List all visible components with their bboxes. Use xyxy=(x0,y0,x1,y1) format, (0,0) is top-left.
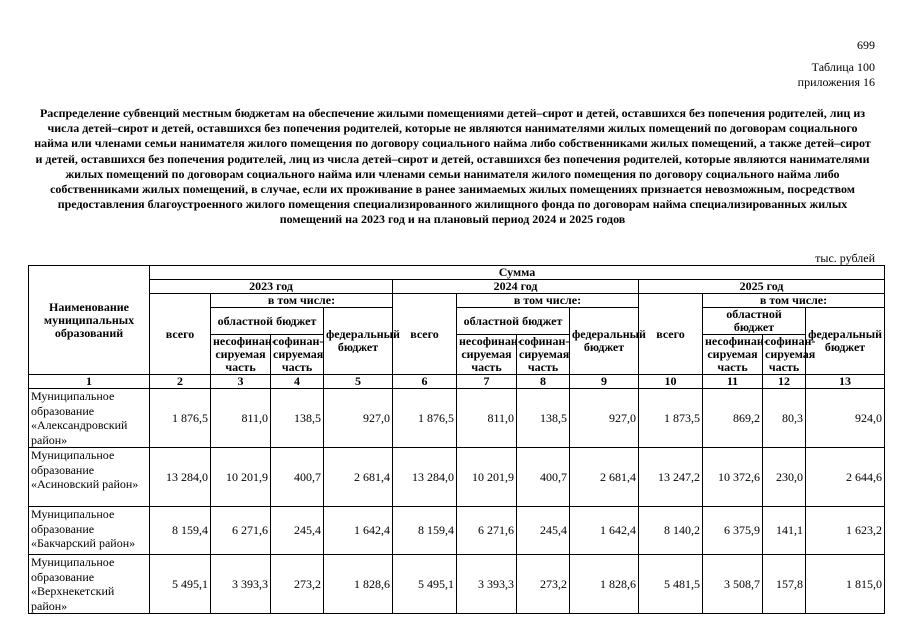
cell-value: 230,0 xyxy=(763,448,806,507)
cell-value: 8 159,4 xyxy=(393,507,457,555)
table-ref-line2: приложения 16 xyxy=(797,75,875,89)
cell-value: 3 508,7 xyxy=(703,555,763,614)
cell-value: 5 481,5 xyxy=(639,555,703,614)
column-number: 5 xyxy=(324,375,393,389)
cell-value: 1 642,4 xyxy=(324,507,393,555)
cell-value: 924,0 xyxy=(806,389,885,448)
cell-value: 10 201,9 xyxy=(211,448,271,507)
subvention-table xyxy=(28,265,885,614)
header-co-2023: софинан-сируемая часть xyxy=(271,335,324,375)
table-row xyxy=(29,507,885,555)
column-number: 3 xyxy=(211,375,271,389)
header-nonco-2025: несофинан-сируемая часть xyxy=(703,335,763,375)
cell-value: 10 201,9 xyxy=(457,448,517,507)
cell-value: 5 495,1 xyxy=(393,555,457,614)
table-row xyxy=(29,448,885,507)
header-municipality: Наименование муниципальных образований xyxy=(29,266,150,375)
cell-value: 811,0 xyxy=(457,389,517,448)
table-row xyxy=(29,389,885,448)
header-federal-2024: федеральный бюджет xyxy=(570,308,639,375)
column-number: 12 xyxy=(763,375,806,389)
header-sum: Сумма xyxy=(150,266,885,280)
cell-value: 245,4 xyxy=(517,507,570,555)
cell-value: 80,3 xyxy=(763,389,806,448)
cell-value: 3 393,3 xyxy=(457,555,517,614)
header-co-2025: софинан-сируемая часть xyxy=(763,335,806,375)
cell-value: 13 284,0 xyxy=(150,448,211,507)
cell-value: 8 159,4 xyxy=(150,507,211,555)
header-including-2023: в том числе: xyxy=(211,294,393,308)
cell-value: 1 623,2 xyxy=(806,507,885,555)
header-year-2023: 2023 год xyxy=(150,280,393,294)
column-number: 13 xyxy=(806,375,885,389)
header-federal-2023: федеральный бюджет xyxy=(324,308,393,375)
municipality-name: Муниципальное образование «Верхнекетский район» xyxy=(29,555,150,614)
cell-value: 245,4 xyxy=(271,507,324,555)
cell-value: 141,1 xyxy=(763,507,806,555)
header-federal-2025: федеральный бюджет xyxy=(806,308,885,375)
header-total-2025: всего xyxy=(639,294,703,375)
cell-value: 400,7 xyxy=(517,448,570,507)
table-ref-line1: Таблица 100 xyxy=(811,60,875,74)
column-number: 6 xyxy=(393,375,457,389)
cell-value: 6 271,6 xyxy=(457,507,517,555)
table-row xyxy=(29,555,885,614)
document-title: Распределение субвенций местным бюджетам на обеспечение жилыми помещениями детей–сирот и детей, оставшихся без попечения родителей, лиц из числа детей–сирот и детей, оставшихся без попечения родителей, которые не являются нанимателями жилых помещений по договорам социального найма или членами семьи нанимателя жилого помещения по договору социального найма либо собственниками жилых помещений, а также детей–сирот и детей, оставшихся без попечения родителей, лиц из числа детей–сирот и детей, оставшихся без попечения родителей, которые являются нанимателями жилых помещений по договорам социального найма или членами семьи нанимателя жилого помещения по договору социального найма либо собственниками жилых помещений, в случае, если их проживание в ранее занимаемых жилых помещениях признается невозможным, посредством предоставления благоустроенного жилого помещения специализированного жилищного фонда по договорам найма специализированных жилых помещений на 2023 год и на плановый период 2024 и 2025 годов xyxy=(34,106,871,227)
cell-value: 6 271,6 xyxy=(211,507,271,555)
cell-value: 138,5 xyxy=(517,389,570,448)
column-number: 8 xyxy=(517,375,570,389)
cell-value: 3 393,3 xyxy=(211,555,271,614)
table-body xyxy=(29,389,885,614)
cell-value: 13 247,2 xyxy=(639,448,703,507)
header-nonco-2023: несофинан-сируемая часть xyxy=(211,335,271,375)
column-number: 2 xyxy=(150,375,211,389)
cell-value: 2 644,6 xyxy=(806,448,885,507)
cell-value: 927,0 xyxy=(570,389,639,448)
column-number: 4 xyxy=(271,375,324,389)
cell-value: 138,5 xyxy=(271,389,324,448)
header-nonco-2024: несофинан-сируемая часть xyxy=(457,335,517,375)
header-total-2024: всего xyxy=(393,294,457,375)
header-year-2025: 2025 год xyxy=(639,280,885,294)
cell-value: 1 876,5 xyxy=(393,389,457,448)
header-total-2023: всего xyxy=(150,294,211,375)
cell-value: 1 828,6 xyxy=(570,555,639,614)
cell-value: 1 828,6 xyxy=(324,555,393,614)
cell-value: 869,2 xyxy=(703,389,763,448)
municipality-name: Муниципальное образование «Асиновский район» xyxy=(29,448,150,507)
cell-value: 1 642,4 xyxy=(570,507,639,555)
cell-value: 273,2 xyxy=(517,555,570,614)
cell-value: 811,0 xyxy=(211,389,271,448)
header-co-2024: софинан-сируемая часть xyxy=(517,335,570,375)
cell-value: 927,0 xyxy=(324,389,393,448)
column-number: 10 xyxy=(639,375,703,389)
cell-value: 273,2 xyxy=(271,555,324,614)
table-reference xyxy=(798,60,875,90)
municipality-name: Муниципальное образование «Александровский район» xyxy=(29,389,150,448)
cell-value: 400,7 xyxy=(271,448,324,507)
cell-value: 8 140,2 xyxy=(639,507,703,555)
cell-value: 10 372,6 xyxy=(703,448,763,507)
header-including-2024: в том числе: xyxy=(457,294,639,308)
cell-value: 2 681,4 xyxy=(570,448,639,507)
cell-value: 5 495,1 xyxy=(150,555,211,614)
cell-value: 1 815,0 xyxy=(806,555,885,614)
column-number: 1 xyxy=(29,375,150,389)
cell-value: 2 681,4 xyxy=(324,448,393,507)
column-number: 7 xyxy=(457,375,517,389)
column-number: 11 xyxy=(703,375,763,389)
cell-value: 157,8 xyxy=(763,555,806,614)
cell-value: 1 876,5 xyxy=(150,389,211,448)
header-including-2025: в том числе: xyxy=(703,294,885,308)
page-number: 699 xyxy=(857,38,875,52)
table-header xyxy=(29,266,885,389)
cell-value: 6 375,9 xyxy=(703,507,763,555)
column-number: 9 xyxy=(570,375,639,389)
column-numbers-row xyxy=(29,375,885,389)
header-regional-2023: областной бюджет xyxy=(211,308,324,335)
units-label: тыс. рублей xyxy=(815,251,875,265)
header-year-2024: 2024 год xyxy=(393,280,639,294)
cell-value: 13 284,0 xyxy=(393,448,457,507)
header-regional-2025: областной бюджет xyxy=(703,308,806,335)
header-regional-2024: областной бюджет xyxy=(457,308,570,335)
municipality-name: Муниципальное образование «Бакчарский район» xyxy=(29,507,150,555)
cell-value: 1 873,5 xyxy=(639,389,703,448)
